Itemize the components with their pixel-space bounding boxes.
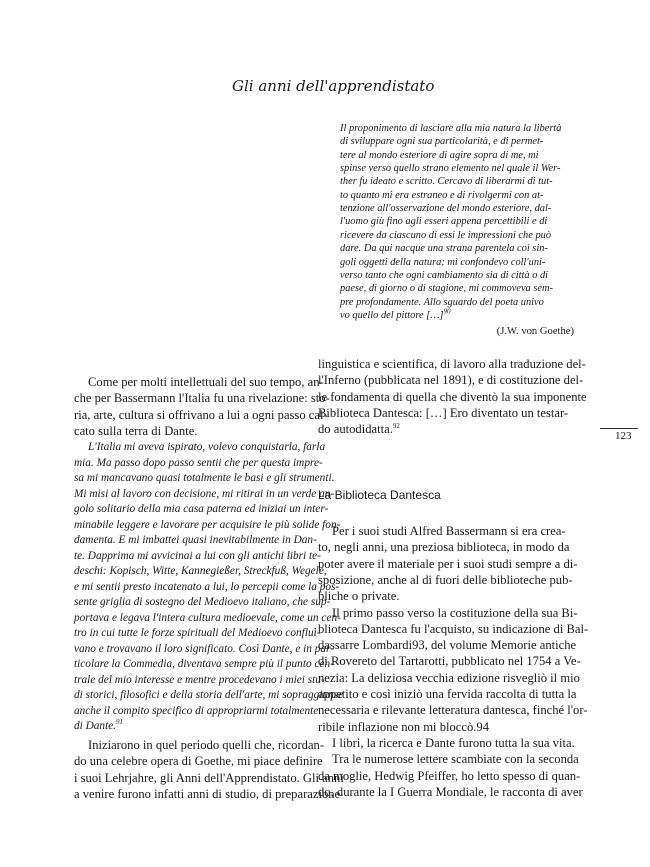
body-line: appetito e così iniziò una fervida raccolta di tutta la [318, 687, 577, 701]
body-line: ribile inflazione non mi bloccò.94 [318, 719, 490, 734]
body-line: Biblioteca Dantesca: […] Ero diventato un testar- [318, 405, 569, 420]
quote-line: vano e trovavano il loro significato. Così Dante, e in par- [74, 642, 334, 655]
quote-line: golo solitario della mia casa paterna ed iniziai un inter- [74, 503, 329, 515]
body-line: Come per molti intellettuali del suo tempo, an- [88, 375, 324, 389]
epigraph-line: ther fu ideato e scritto. Cercavo di liberarmi di tut- [340, 176, 553, 188]
body-line: do, durante la I Guerra Mondiale, le racconta di aver [318, 784, 583, 799]
quote-line: di Dante.$^{91}$ [74, 718, 124, 732]
body-line: Tra le numerose lettere scambiate con la seconda [332, 752, 579, 767]
body-line: ria, arte, cultura si offrivano a lui a ogni passo cal- [74, 407, 328, 422]
body-line: do autodidatta.$^{92}$ [318, 422, 400, 437]
epigraph-line: paese, di giorno o di stagione, mi commoveva sem- [340, 283, 553, 295]
body-line: linguistica e scientifica, di lavoro alla traduzione del- [318, 357, 586, 371]
epigraph-line: di sviluppare ogni sua particolarità, e di permet- [340, 136, 544, 148]
epigraph-line: goli oggetti della natura; mi confondevo coll'uni- [340, 256, 546, 268]
body-line: dassarre Lombardi93, del volume Memorie antiche [318, 638, 577, 653]
body-line: Per i suoi studi Alfred Bassermann si era crea- [332, 524, 566, 538]
body-line: sposizione, anche al di fuori delle biblioteche pub- [318, 572, 573, 587]
epigraph-line: to quanto mi era estraneo e di rivolgermi con at- [340, 189, 544, 201]
quote-line: ticolare la Commedia, diventava sempre più il punto cen- [74, 658, 334, 670]
quote-line: te. Dapprima mi avvicinai a lui con gli antichi libri te- [74, 549, 321, 562]
epigraph-line: vo quello del pittore […]$^{90}$ [340, 307, 451, 321]
quote-line: e mi sentii presto incatenato a lui, lo percepii come la pos- [74, 580, 340, 593]
body-line: Iniziarono in quel periodo quelli che, ricordan- [88, 738, 325, 752]
body-line: i suoi Lehrjahre, gli Anni dell'Apprendistato. Gli anni [74, 770, 344, 785]
page-number: 123 [615, 430, 632, 442]
quote-line: sa mi mancavano quasi totalmente le basi e gli strumenti. [74, 472, 335, 484]
quote-line: trale del mio interesse e mentre procedevano i miei stu- [74, 673, 325, 686]
quote-line: damenta. E mi imbattei quasi inevitabilmente in Dan- [74, 534, 317, 546]
section-heading: La Biblioteca Dantesca [318, 488, 441, 502]
quote-line: tro in cui tutte le forze spirituali del Medioevo confluì- [74, 627, 321, 639]
epigraph-line: tenzione all'osservazione del mondo esteriore, dal- [340, 203, 552, 215]
body-line: poter avere il materiale per i suoi studi sempre a di- [318, 556, 578, 571]
quote-line: sente griglia di sostegno del Medioevo italiano, che sup- [74, 596, 331, 608]
quote-line: anche il compito specifico di appropriarmi totalmente [74, 704, 319, 717]
body-line: blioteca Dantesca fu l'acquisto, su indicazione di Bal- [318, 621, 589, 636]
quote-line: portava e legava l'intera cultura medioevale, come un cen- [74, 611, 341, 624]
epigraph-line: dare. Da qui nacque una strana parentela coi sin- [340, 243, 548, 255]
body-line: di Rovereto del Tartarotti, pubblicato nel 1754 a Ve- [318, 654, 581, 669]
epigraph-line: pre profondamente. Allo sguardo del poeta univo [340, 296, 544, 308]
body-line: a venire furono infatti anni di studio, di preparazione [74, 786, 341, 801]
body-line: necessaria e rilevante letteratura dantesca, finché l'or- [318, 703, 588, 718]
page-title: Gli anni dell'apprendistato [232, 77, 435, 95]
footnote-ref: 90 [443, 307, 451, 316]
epigraph-line: l'uomo giù fino agli esseri appena percettibili e di [340, 216, 548, 228]
body-line: da moglie, Hedwig Pfeiffer, ho letto spesso di quan- [318, 768, 581, 783]
epigraph-line: ricevere da ciascuno di essi le impressioni che può [340, 229, 552, 241]
epigraph-line: spinse verso quello strano elemento nel quale il Wer- [340, 163, 561, 175]
body-line: l'Inferno (pubblicata nel 1891), e di costituzione del- [318, 373, 584, 388]
footnote-ref: 91 [116, 718, 124, 727]
body-line: to, negli anni, una preziosa biblioteca, in modo da [318, 540, 570, 555]
body-line: nezia: La deliziosa vecchia edizione risvegliò il mio [318, 670, 580, 685]
quote-line: L'Italia mi aveva ispirato, volevo conquistarla, farla [88, 441, 326, 453]
body-line: che per Bassermann l'Italia fu una rivelazione: sto- [74, 391, 330, 406]
body-line: cato sulla terra di Dante. [74, 423, 198, 438]
body-line: le fondamenta di quella che diventò la sua imponente [318, 389, 587, 404]
epigraph-line: tere al mondo esteriore di agire sopra di me, mi [340, 149, 539, 161]
quote-line: minabile leggere e lavorare per acquisire le più solide fon- [74, 518, 341, 531]
epigraph-line: verso tanto che ogni cambiamento sia di città o di [340, 269, 549, 281]
epigraph-line: Il proponimento di lasciare alla mia natura la libertà [340, 123, 562, 134]
quote-line: di storici, filosofici e della storia dell'arte, mi sopraggiunse [74, 689, 344, 701]
quote-line: mia. Ma passo dopo passo sentii che per questa impre- [74, 456, 323, 469]
body-line: I libri, la ricerca e Dante furono tutta la sua vita. [332, 735, 575, 750]
body-line: do una celebre opera di Goethe, mi piace definire [74, 754, 323, 769]
quote-line: Mi misi al lavoro con decisione, mi ritirai in un verde an- [74, 487, 335, 500]
body-line: Il primo passo verso la costituzione della sua Bi- [332, 605, 578, 620]
footnote-ref: 92 [392, 422, 400, 430]
epigraph-source: (J.W. von Goethe) [496, 326, 574, 337]
quote-line: deschi: Kopisch, Witte, Kannegießer, Streckfuß, Wegele, [74, 565, 327, 577]
page-number-rule [600, 428, 638, 429]
body-line: bliche o private. [318, 589, 400, 604]
